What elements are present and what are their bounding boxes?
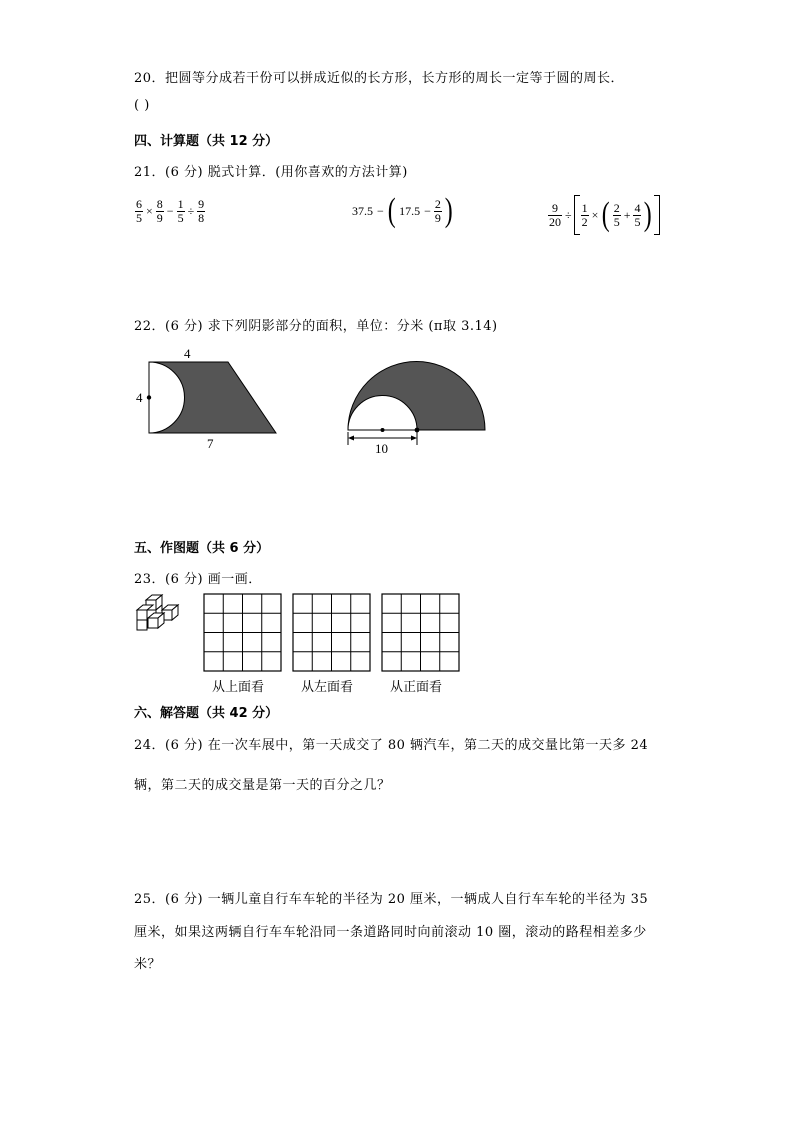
frac: $\frac{2}{5}$ <box>613 200 620 229</box>
q23-text: 23．(6 分) 画一画． <box>134 572 262 587</box>
q22-figure-semicircles <box>340 333 500 458</box>
center-dot <box>147 395 151 399</box>
frac: $\frac{9}{20}$ <box>549 200 561 229</box>
grid-top-view[interactable] <box>203 593 283 673</box>
q24-line2: 辆，第二天的成交量是第一天的百分之几？ <box>134 778 391 793</box>
label-bottom: 7 <box>207 436 214 451</box>
frac: $\frac{6}{5}$ <box>136 197 142 225</box>
label-left: 4 <box>136 390 143 405</box>
frac: $\frac{2}{9}$ <box>434 196 441 225</box>
grid-front-view[interactable] <box>381 593 461 673</box>
q22-figure-trapezoid <box>130 340 290 455</box>
q22-text: 22．(6 分) 求下列阴影部分的面积，单位：分米 (π取 3.14) <box>134 319 498 334</box>
q25-line2: 厘米，如果这两辆自行车车轮沿同一条道路同时向前滚动 10 圈，滚动的路程相差多少 <box>134 925 647 940</box>
caption-front-view: 从正面看 <box>390 680 443 695</box>
caption-top-view: 从上面看 <box>212 680 265 695</box>
small-center-dot <box>381 428 385 432</box>
caption-left-view: 从左面看 <box>301 680 354 695</box>
section4-title: 四、计算题（共 12 分） <box>134 134 279 149</box>
q21-expression-2: 37.5 − ( 17.5 − $\frac{2}{9}$ ) <box>352 192 453 229</box>
frac: $\frac{9}{8}$ <box>198 197 205 225</box>
frac: $\frac{1}{2}$ <box>581 200 588 229</box>
q21-expression-1: $\frac{6}{5}$ × $\frac{8}{9}$ − $\frac{1}{5}$ ÷ $\frac{9}{8}$ <box>136 197 205 225</box>
q25-line1: 25．(6 分) 一辆儿童自行车车轮的半径为 20 厘米，一辆成人自行车车轮的半径为 35 <box>134 892 649 907</box>
label-top: 4 <box>184 346 191 361</box>
section5-title: 五、作图题（共 6 分） <box>134 541 270 556</box>
q25-line3: 米？ <box>134 957 162 972</box>
q24-line1: 24．(6 分) 在一次车展中，第一天成交了 80 辆汽车，第二天的成交量比第一天多 24 <box>134 738 649 753</box>
large-center-dot <box>415 428 420 433</box>
frac: $\frac{8}{9}$ <box>156 197 163 225</box>
label-diameter: 10 <box>375 441 388 456</box>
q21-text: 21．(6 分) 脱式计算．(用你喜欢的方法计算) <box>134 165 408 180</box>
cube-stack-icon <box>134 594 184 636</box>
q20-text: 20．把圆等分成若干份可以拼成近似的长方形，长方形的周长一定等于圆的周长． <box>134 71 625 86</box>
q20-answer-blank[interactable]: ( ) <box>134 98 150 113</box>
frac: $\frac{1}{5}$ <box>177 197 184 225</box>
q21-expression-3: $\frac{9}{20}$ ÷ $\frac{1}{2}$ × ( $\frac{2}{5}$ + $\frac{4}{5}$ ) <box>547 195 660 235</box>
frac: $\frac{4}{5}$ <box>634 200 641 229</box>
section6-title: 六、解答题（共 42 分） <box>134 706 279 721</box>
grid-left-view[interactable] <box>292 593 372 673</box>
